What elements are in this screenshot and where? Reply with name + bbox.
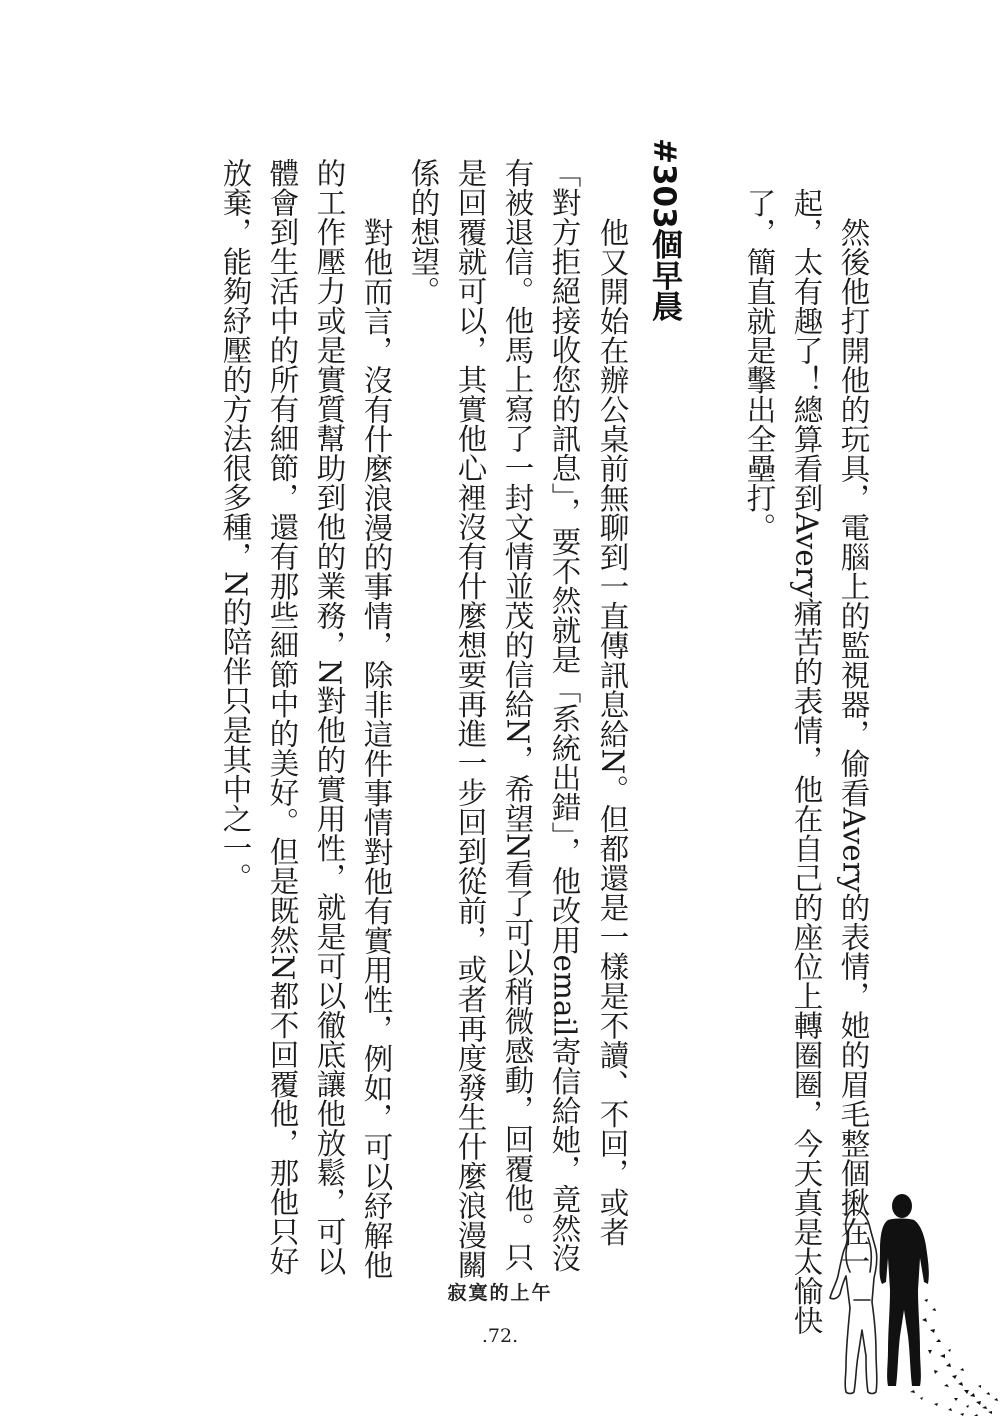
text-column-2: 起，太有趣了！總算看到Avery痛苦的表情，他在自己的座位上轉圈圈，今天真是太愉快 [789,188,824,1335]
section-column-8: 體會到生活中的所有細節，還有那些細節中的美好。但是既然N都不回覆他，那他只好 [265,158,300,1276]
section-column-6: 對他而言，沒有什麼浪漫的事情，除非這件事情對他有實用性，例如，可以紓解他 [359,188,394,1280]
section-column-3: 有被退信。他馬上寫了一封文情並茂的信給N，希望N看了可以稍微感動，回覆他。只 [500,158,535,1272]
section-heading: #303個早晨 [646,138,682,322]
couple-silhouette-illustration [810,1180,1000,1419]
man-figure-icon [880,1194,929,1386]
text-column-1: 然後他打開他的玩具，電腦上的監視器，偷看Avery的表情，她的眉毛整個揪在一 [836,188,871,1276]
section-column-9: 放棄，能夠紓壓的方法很多種，N的陪伴只是其中之一。 [218,158,253,892]
section-column-5: 係的想望。 [406,158,441,306]
section-column-2: 「對方拒絕接收您的訊息」，要不然就是「系統出錯」，他改用email寄信給她，竟然沒 [547,158,582,1273]
woman-figure-icon [830,1210,877,1394]
section-column-1: 他又開始在辦公桌前無聊到一直傳訊息給N。但都還是一樣是不讀、不回，或者 [595,188,630,1247]
page-number: .72. [481,1325,519,1347]
scatter-fragments-icon [910,1299,998,1416]
section-column-7: 的工作壓力或是實質幫助到他的業務，N對他的實用性，就是可以徹底讓他放鬆，可以 [312,158,347,1276]
section-column-4: 是回覆就可以，其實他心裡沒有什麼想要再進一步回到從前，或者再度發生什麼浪漫關 [453,158,488,1279]
text-column-3: 了，簡直就是擊出全壘打。 [742,188,777,542]
footer-book-title: 寂寞的上午 [447,1282,553,1304]
